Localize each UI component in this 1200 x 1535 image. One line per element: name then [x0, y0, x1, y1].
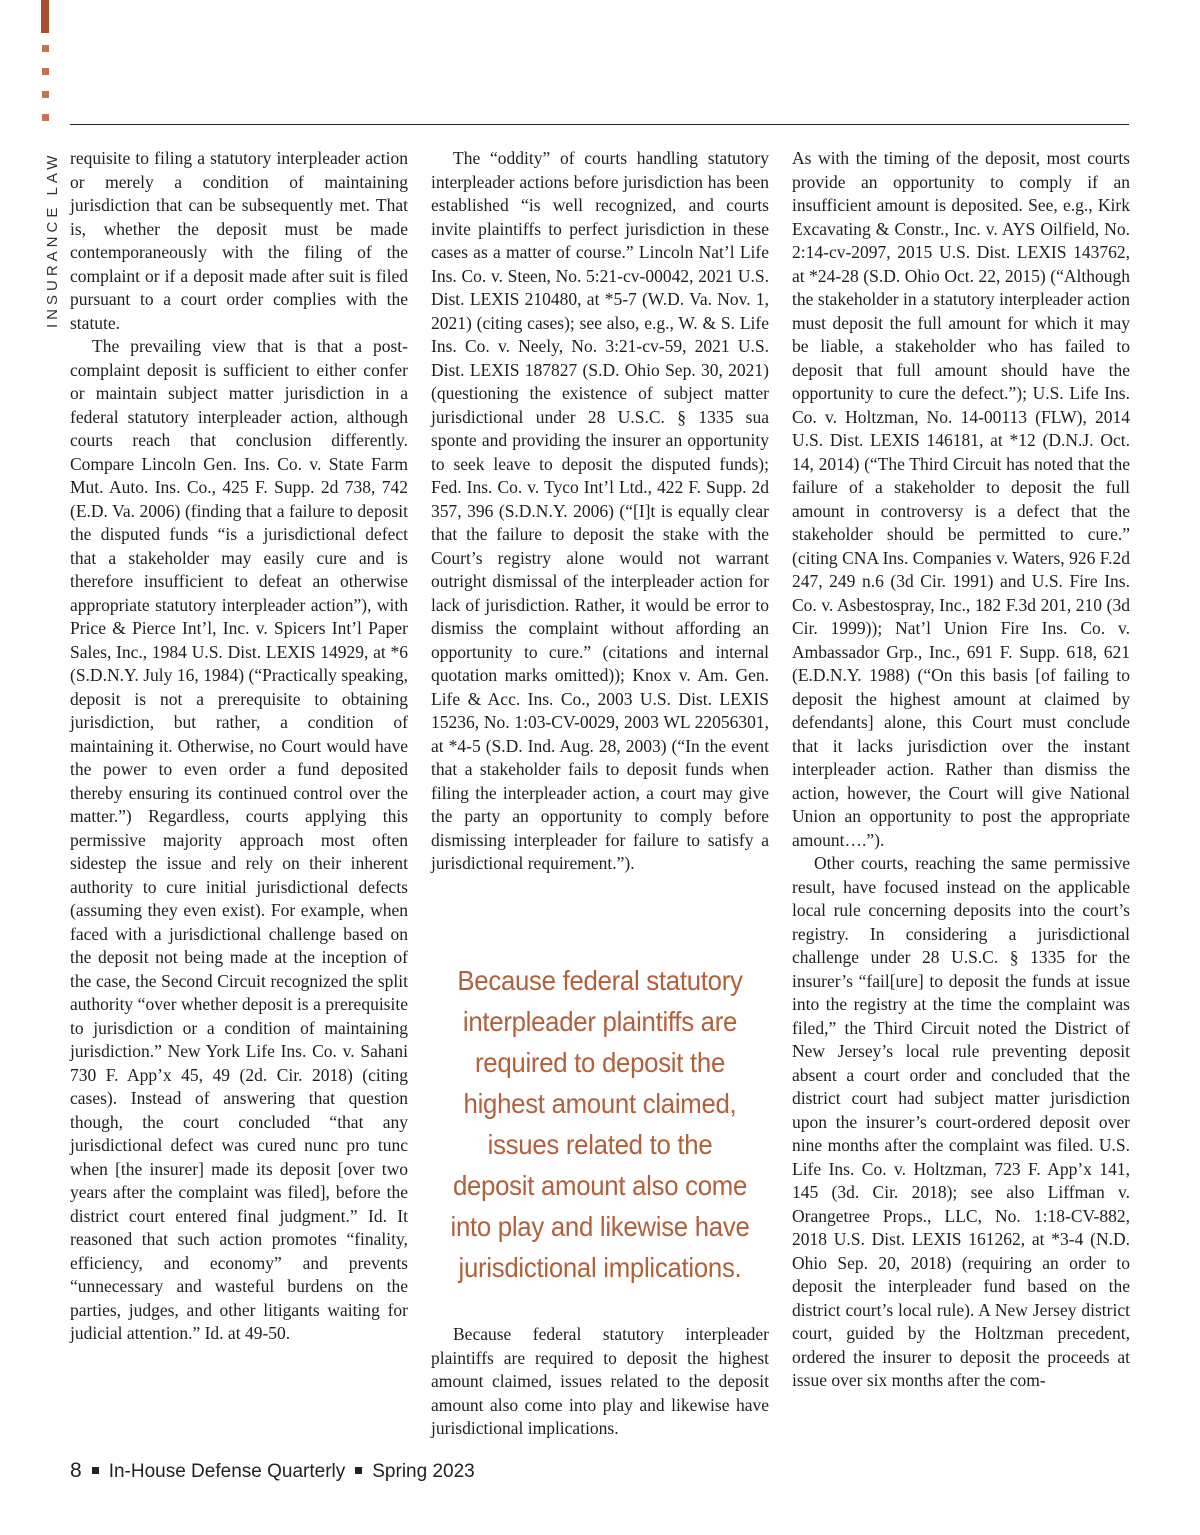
- paragraph: Other courts, reaching the same permissive result, have focused instead on the applicable local rule concerning deposits into the court’s registry. In considering a jurisdictional challenge under 28 U.S.C. § 1335 for the insurer’s “fail[ure] to deposit the funds at issue into the registry at the time the complaint was filed,” the Third Circuit noted the District of New Jersey’s local rule preventing deposit absent a court order and concluded that the district court had subject matter jurisdiction upon the insurer’s court-ordered deposit over nine months after the complaint was filed. U.S. Life Ins. Co. v. Holtzman, 723 F. App’x 141, 145 (3d. Cir. 2018); see also Liffman v. Orangetree Props., LLC, No. 1:18-CV-882, 2018 U.S. Dist. LEXIS 161262, at *3-4 (N.D. Ohio Sep. 20, 2018) (requiring an order to deposit the interpleader fund based on the district court’s local rule). A New Jersey district court, guided by the Holtzman precedent, ordered the insurer to deposit the proceeds at issue over six months after the com-: [792, 853, 1130, 1390]
- top-rule: [70, 124, 1129, 125]
- column-2-bottom: [431, 1323, 769, 1441]
- issue-date: Spring 2023: [372, 1461, 475, 1482]
- paragraph: Because federal statutory interpleader plaintiffs are required to deposit the highest amount claimed, issues related to the deposit amount also come into play and likewise have jurisdictional implications.: [431, 1324, 769, 1438]
- decorative-square: [42, 45, 49, 52]
- decorative-square: [42, 114, 49, 121]
- column-2: [431, 147, 769, 876]
- bullet-separator: [92, 1467, 99, 1474]
- paragraph: requisite to filing a statutory interpleader action or merely a condition of maintaining jurisdiction that can be subsequently met. That is, whether the deposit must be made contemporaneously with the filing of the complaint or if a deposit made after suit is filed pursuant to a court order complies with the statute.: [70, 148, 408, 333]
- paragraph: The prevailing view that is that a post-complaint deposit is sufficient to either confer or maintain subject matter jurisdiction in a federal statutory interpleader action, although courts reach that conclusion differently. Compare Lincoln Gen. Ins. Co. v. State Farm Mut. Auto. Ins. Co., 425 F. Supp. 2d 738, 742 (E.D. Va. 2006) (finding that a failure to deposit the disputed funds “is a jurisdictional defect that a stakeholder may easily cure and is therefore insufficient to defeat an otherwise appropriate statutory interpleader action”), with Price & Pierce Int’l, Inc. v. Spicers Int’l Paper Sales, Inc., 1984 U.S. Dist. LEXIS 14929, at *6 (S.D.N.Y. July 16, 1984) (“Practically speaking, deposit is not a prerequisite to obtaining jurisdiction, but rather, a condition of maintaining it. Otherwise, no Court would have the power to even order a fund deposited thereby ensuring its continued control over the matter.”) Regardless, courts applying this permissive majority approach most often sidestep the issue and rely on their inherent authority to cure initial jurisdictional defects (assuming they even exist). For example, when faced with a jurisdictional challenge based on the deposit not being made at the inception of the case, the Second Circuit recognized the split authority “over whether deposit is a prerequisite to jurisdiction or a condition of maintaining jurisdiction.” New York Life Ins. Co. v. Sahani 730 F. App’x 45, 49 (2d. Cir. 2018) (citing cases). Instead of answering that question though, the court concluded “that any jurisdictional defect was cured nunc pro tunc when [the insurer] made its deposit [over two years after the complaint was filed], before the district court entered final judgment.” Id. It reasoned that such action promotes “finality, efficiency, and economy” and prevents “unnecessary and wasteful burdens on the parties, judges, and other litigants waiting for judicial attention.” Id. at 49-50.: [70, 336, 408, 1343]
- column-3: [792, 147, 1130, 1393]
- page-number: 8: [70, 1459, 82, 1482]
- bullet-separator: [355, 1467, 362, 1474]
- publication-title: In-House Defense Quarterly: [108, 1461, 346, 1482]
- pull-quote: Because federal statutory interpleader plaintiffs are required to deposit the highest amount claimed, issues related to the deposit amount also come into play and likewise have jurisdictional implications.: [450, 965, 750, 1283]
- section-label: INSURANCE LAW: [44, 151, 61, 328]
- page-footer: [70, 1459, 475, 1483]
- decorative-bar: [41, 0, 49, 33]
- decorative-square: [42, 91, 49, 98]
- paragraph: The “oddity” of courts handling statutory interpleader actions before jurisdiction has been established “is well recognized, and courts invite plaintiffs to perfect jurisdiction in these cases as a matter of course.” Lincoln Nat’l Life Ins. Co. v. Steen, No. 5:21-cv-00042, 2021 U.S. Dist. LEXIS 210480, at *5-7 (W.D. Va. Nov. 1, 2021) (citing cases); see also, e.g., W. & S. Life Ins. Co. v. Neely, No. 3:21-cv-59, 2021 U.S. Dist. LEXIS 187827 (S.D. Ohio Sep. 30, 2021) (questioning the existence of subject matter jurisdictional under 28 U.S.C. § 1335 sua sponte and providing the insurer an opportunity to seek leave to deposit the disputed funds); Fed. Ins. Co. v. Tyco Int’l Ltd., 422 F. Supp. 2d 357, 396 (S.D.N.Y. 2006) (“[I]t is equally clear that the failure to deposit the stake with the Court’s registry alone would not warrant outright dismissal of the interpleader action for lack of jurisdiction. Rather, it would be error to dismiss the complaint without affording an opportunity to cure.” (citations and internal quotation marks omitted)); Knox v. Am. Gen. Life & Acc. Ins. Co., 2003 U.S. Dist. LEXIS 15236, No. 1:03-CV-0029, 2003 WL 22056301, at *4-5 (S.D. Ind. Aug. 28, 2003) (“In the event that a stakeholder fails to deposit funds when filing the interpleader action, a court may give the party an opportunity to comply before dismissing interpleader for failure to satisfy a jurisdictional requirement.”).: [431, 148, 769, 873]
- decorative-square: [42, 68, 49, 75]
- column-1: [70, 147, 408, 1346]
- paragraph: As with the timing of the deposit, most courts provide an opportunity to comply if an insufficient amount is deposited. See, e.g., Kirk Excavating & Constr., Inc. v. AYS Oilfield, No. 2:14-cv-2097, 2015 U.S. Dist. LEXIS 143762, at *24-28 (S.D. Ohio Oct. 22, 2015) (“Although the stakeholder in a statutory interpleader action must deposit the full amount for which it may be liable, a stakeholder who has failed to deposit that full amount should have the opportunity to cure the defect.”); U.S. Life Ins. Co. v. Holtzman, No. 14-00113 (FLW), 2014 U.S. Dist. LEXIS 146181, at *12 (D.N.J. Oct. 14, 2014) (“The Third Circuit has noted that the failure of a stakeholder to deposit the full amount in controversy is a defect that the stakeholder should be permitted to cure.” (citing CNA Ins. Companies v. Waters, 926 F.2d 247, 249 n.6 (3d Cir. 1991) and U.S. Fire Ins. Co. v. Asbestospray, Inc., 182 F.3d 201, 210 (3d Cir. 1999)); Nat’l Union Fire Ins. Co. v. Ambassador Grp., Inc., 691 F. Supp. 618, 621 (E.D.N.Y. 1988) (“On this basis [of failing to deposit the highest amount at claimed by defendants] alone, this Court must conclude that it lacks jurisdiction over the instant interpleader action. Rather than dismiss the action, however, the Court will give National Union an opportunity to post the appropriate amount….”).: [792, 148, 1130, 850]
